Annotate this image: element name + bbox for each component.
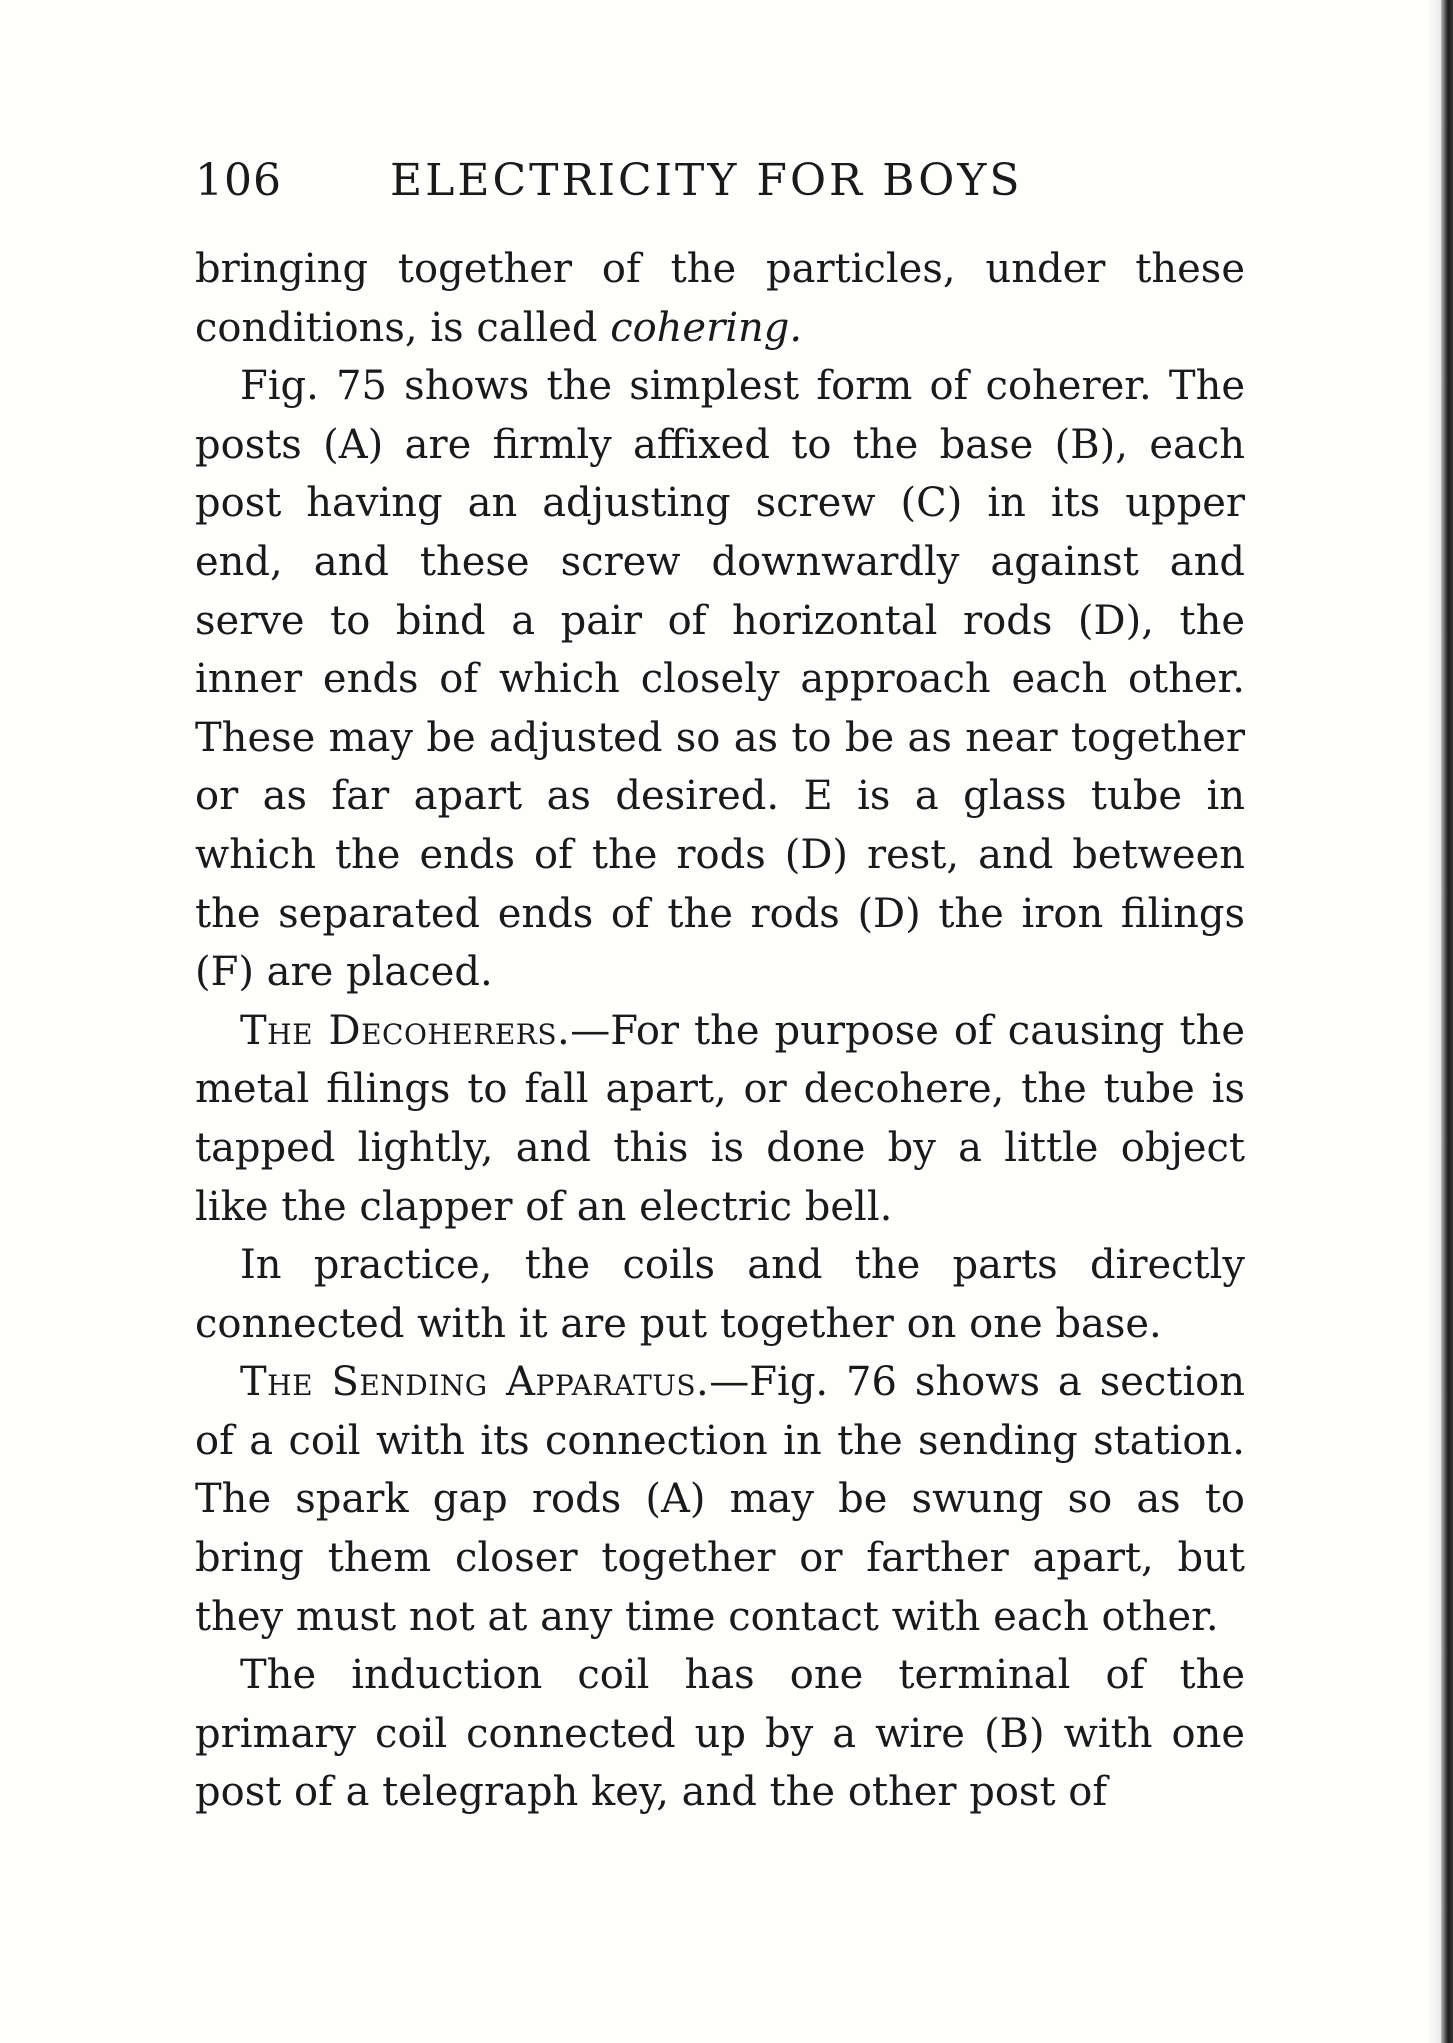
paragraph-practice [195,1236,1245,1353]
paragraph-coherer [195,357,1245,1002]
paragraph-text: In practice, the coils and the parts directly connected with it are put together on one base. [195,1242,1245,1347]
binding-edge [1441,0,1453,2043]
section-heading: The Decoherers. [240,1007,571,1054]
paragraph-text: Fig. 75 shows the simplest form of coherer. The posts (A) are firmly affixed to the base (B), each post having an adjusting screw (C) in its upper end, and these screw downwardly against and serve to bind a pair of horizontal rods (D), the inner ends of which closely approach each other. These may be adjusted so as to be as near together or as far apart as desired. E is a glass tube in which the ends of the rods (D) rest, and between the separated ends of the rods (D) the iron filings (F) are placed. [195,363,1245,996]
paragraph-text: —Fig. 76 shows a section of a coil with its connection in the sending station. The spark gap rods (A) may be swung so as to bring them closer together or farther apart, but they must not at any time contact with each other. [195,1359,1246,1640]
paragraph-text: bringing together of the particles, under these conditions, is called [195,246,1245,351]
binding-shadow [1427,0,1441,2043]
paragraph-continuation [195,240,1245,357]
paragraph-decoherers [195,1002,1245,1236]
page-number: 106 [195,155,282,206]
paragraph-text: The induction coil has one terminal of the primary coil connected up by a wire (B) with one post of a telegraph key, and the other post of [195,1652,1245,1816]
running-head: ELECTRICITY FOR BOYS [390,155,1023,206]
paragraph-text: —For the purpose of causing the metal filings to fall apart, or decohere, the tube is tapped lightly, and this is done by a little object like the clapper of an electric bell. [195,1007,1245,1230]
body-text [195,240,1245,1822]
paragraph-sending-apparatus [195,1353,1245,1646]
section-heading: The Sending Apparatus. [240,1359,710,1406]
page-header [195,155,1045,215]
emphasized-term: cohering. [610,304,803,351]
paragraph-induction-coil [195,1646,1245,1822]
